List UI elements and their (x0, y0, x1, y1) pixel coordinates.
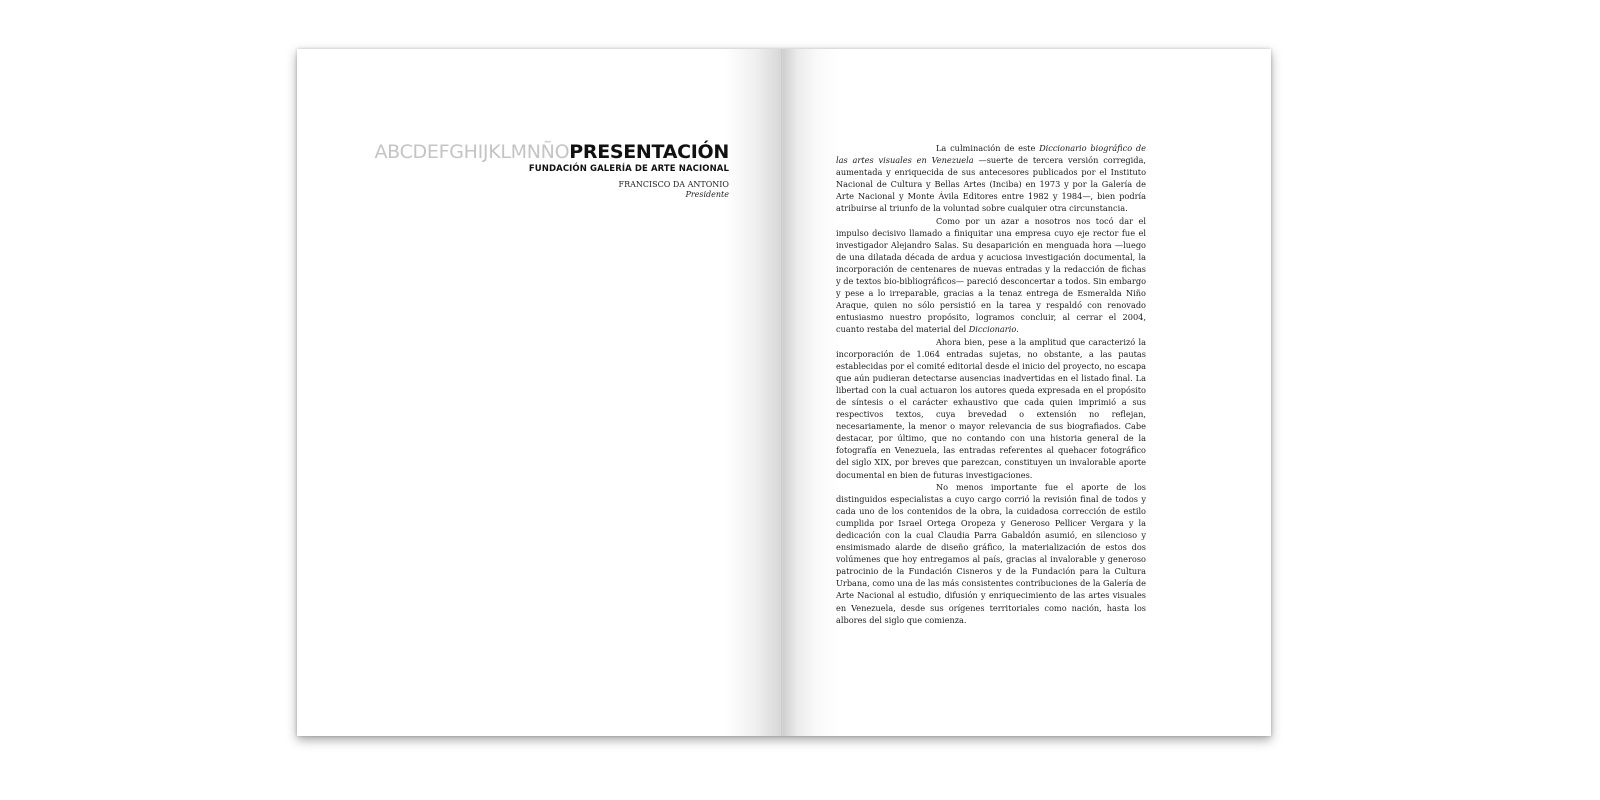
body-text (836, 142, 1146, 626)
paragraph-1 (836, 142, 1146, 215)
left-page (297, 49, 783, 736)
paragraph-2 (836, 215, 1146, 336)
paragraph-1-text-b: —suerte de tercera versión corregida, aumentada y enriquecida de sus antecesores publicados por el Instituto Nacional de Cultura y Bellas Artes (Inciba) en 1973 y por la Galería de Arte Nacional y Monte Ávila Editores entre 1982 y 1984—, bien podría atribuirse al triunfo de la voluntad sobre cualquier otra circunstancia. (836, 155, 1146, 214)
book-title-italic: Diccionario biográfico de las artes visuales en Venezuela (836, 143, 1146, 166)
paragraph-2-text-a: Como por un azar a nosotros nos tocó dar el impulso decisivo llamado a finiquitar una empresa cuyo eje rector fue el investigador Alejandro Salas. Su desaparición en menguada hora —luego de una dilatada década de ardua y acuciosa investigación documental, la incorporación de centenares de nuevas entradas y la redacción de fichas y de textos bio-bibliográficos— pareció desconcertar a todos. Sin embargo y pese a lo irreparable, gracias a la tenaz entrega de Esmeralda Niño Araque, quien no sólo persistió en la tarea y respaldó con renovado entusiasmo nuestro propósito, logramos concluir, al cerrar el 2004, cuanto restaba del material del (836, 215, 1146, 335)
paragraph-2-text-b: . (1016, 324, 1019, 335)
alphabet-index: ABCDEFGHIJKLMNÑO (374, 141, 570, 163)
dictionary-italic: Diccionario (968, 324, 1017, 335)
right-page (783, 49, 1271, 736)
section-title: PRESENTACIÓN (569, 141, 729, 163)
book-spread (297, 49, 1271, 736)
author-role: Presidente (685, 190, 729, 199)
author-name: FRANCISCO DA ANTONIO (618, 180, 729, 189)
paragraph-4: No menos importante fue el aporte de los distinguidos especialistas a cuyo cargo corrió la revisión final de todos y cada uno de los contenidos de la obra, la cuidadosa corrección de estilo cumplida por Israel Ortega Oropeza y Generoso Pellicer Vergara y la dedicación con la cual Claudia Parra Gabaldón asumió, en silencioso y ensimismado alarde de diseño gráfico, la materialización de estos dos volúmenes que hoy entregamos al país, gracias al invalorable y generoso patrocinio de la Fundación Cisneros y de la Fundación para la Cultura Urbana, como una de las más consistentes contribuciones de la Galería de Arte Nacional al estudio, difusión y enriquecimiento de las artes visuales en Venezuela, desde sus orígenes territoriales como nación, hasta los albores del siglo que comienza. (836, 481, 1146, 625)
institution-name: FUNDACIÓN GALERÍA DE ARTE NACIONAL (528, 164, 729, 174)
section-heading (329, 141, 729, 200)
paragraph-1-text-a: La culminación de este (936, 143, 1040, 153)
heading-line (329, 141, 729, 163)
paragraph-3: Ahora bien, pese a la amplitud que caracterizó la incorporación de 1.064 entradas sujetas, no obstante, a las pautas establecidas por el comité editorial desde el inicio del proyecto, no escapa que aún pudieran detectarse ausencias inadvertidas en el listado final. La libertad con la cual actuaron los autores queda expresada en el propósito de síntesis o el carácter exhaustivo que cada quien imprimió a sus respectivos textos, cuya brevedad o extensión no reflejan, necesariamente, la menor o mayor relevancia de sus biografiados. Cabe destacar, por último, que no contando con una historia general de la fotografía en Venezuela, las entradas referentes al quehacer fotográfico del siglo XIX, por breves que parezcan, constituyen un invalorable aporte documental en bien de futuras investigaciones. (836, 336, 1146, 480)
